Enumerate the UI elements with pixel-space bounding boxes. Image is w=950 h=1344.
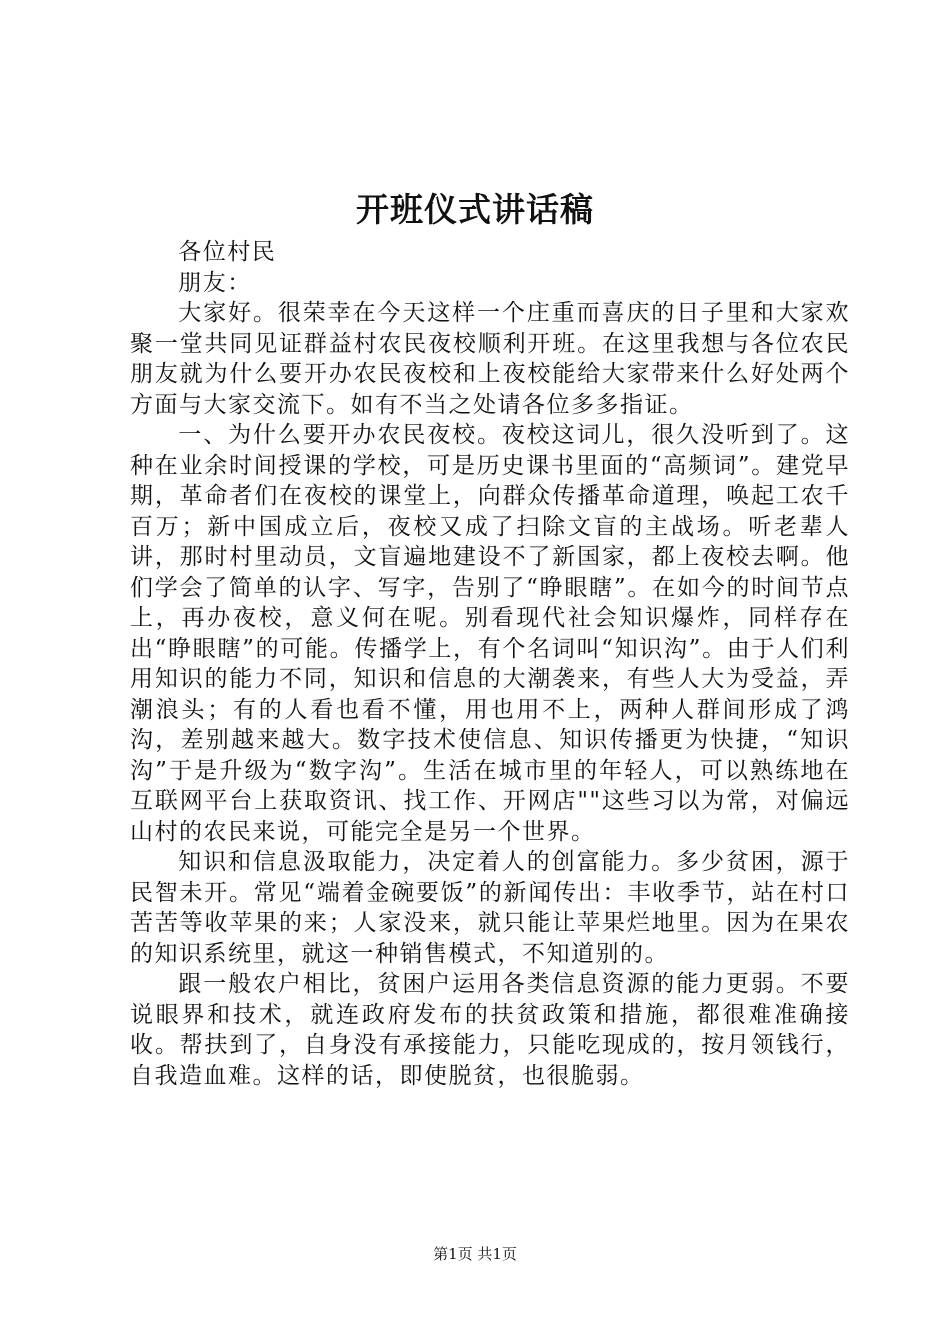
document-title: 开班仪式讲话稿	[356, 190, 594, 229]
paragraph-2: 一、为什么要开办农民夜校。夜校这词儿，很久没听到了。这种在业余时间授课的学校，可是历史课书里面的“高频词”。建党早期，革命者们在夜校的课堂上，向群众传播革命道理，唤起工农千百万；新中国成立后，夜校又成了扫除文盲的主战场。听老辈人讲，那时村里动员，文盲遍地建设不了新国家，都上夜校去啊。他们学会了简单的认字、写字，告别了“睁眼瞎”。在如今的时间节点上，再办夜校，意义何在呢。别看现代社会知识爆炸，同样存在出“睁眼瞎”的可能。传播学上，有个名词叫“知识沟”。由于人们利用知识的能力不同，知识和信息的大潮袭来，有些人大为受益，弄潮浪头；有的人看也看不懂，用也用不上，两种人群间形成了鸿沟，差别越来越大。数字技术使信息、知识传播更为快捷，“知识沟”于是升级为“数字沟”。生活在城市里的年轻人，可以熟练地在互联网平台上获取资讯、找工作、开网店""这些习以为常，对偏远山村的农民来说，可能完全是另一个世界。	[130, 422, 850, 845]
salutation-line-2: 朋友：	[178, 269, 252, 296]
salutation-line-1: 各位村民	[178, 239, 277, 265]
paragraph-1: 大家好。很荣幸在今天这样一个庄重而喜庆的日子里和大家欢聚一堂共同见证群益村农民夜校顺利开班。在这里我想与各位农民朋友就为什么要开办农民夜校和上夜校能给大家带来什么好处两个方面与大家交流下。如有不当之处请各位多多指证。	[130, 300, 850, 418]
paragraph-3: 知识和信息汲取能力，决定着人的创富能力。多少贫困，源于民智未开。常见“端着金碗要饭”的新闻传出：丰收季节，站在村口苦苦等收苹果的来；人家没来，就只能让苹果烂地里。因为在果农的知识系统里，就这一种销售模式，不知道别的。	[130, 849, 850, 967]
paragraph-4: 跟一般农户相比，贫困户运用各类信息资源的能力更弱。不要说眼界和技术，就连政府发布的扶贫政策和措施，都很难准确接收。帮扶到了，自身没有承接能力，只能吃现成的，按月领钱行，自我造血难。这样的话，即使脱贫，也很脆弱。	[130, 971, 850, 1089]
page-footer: 第1页 共1页	[433, 1245, 517, 1263]
document-body	[130, 237, 850, 1091]
